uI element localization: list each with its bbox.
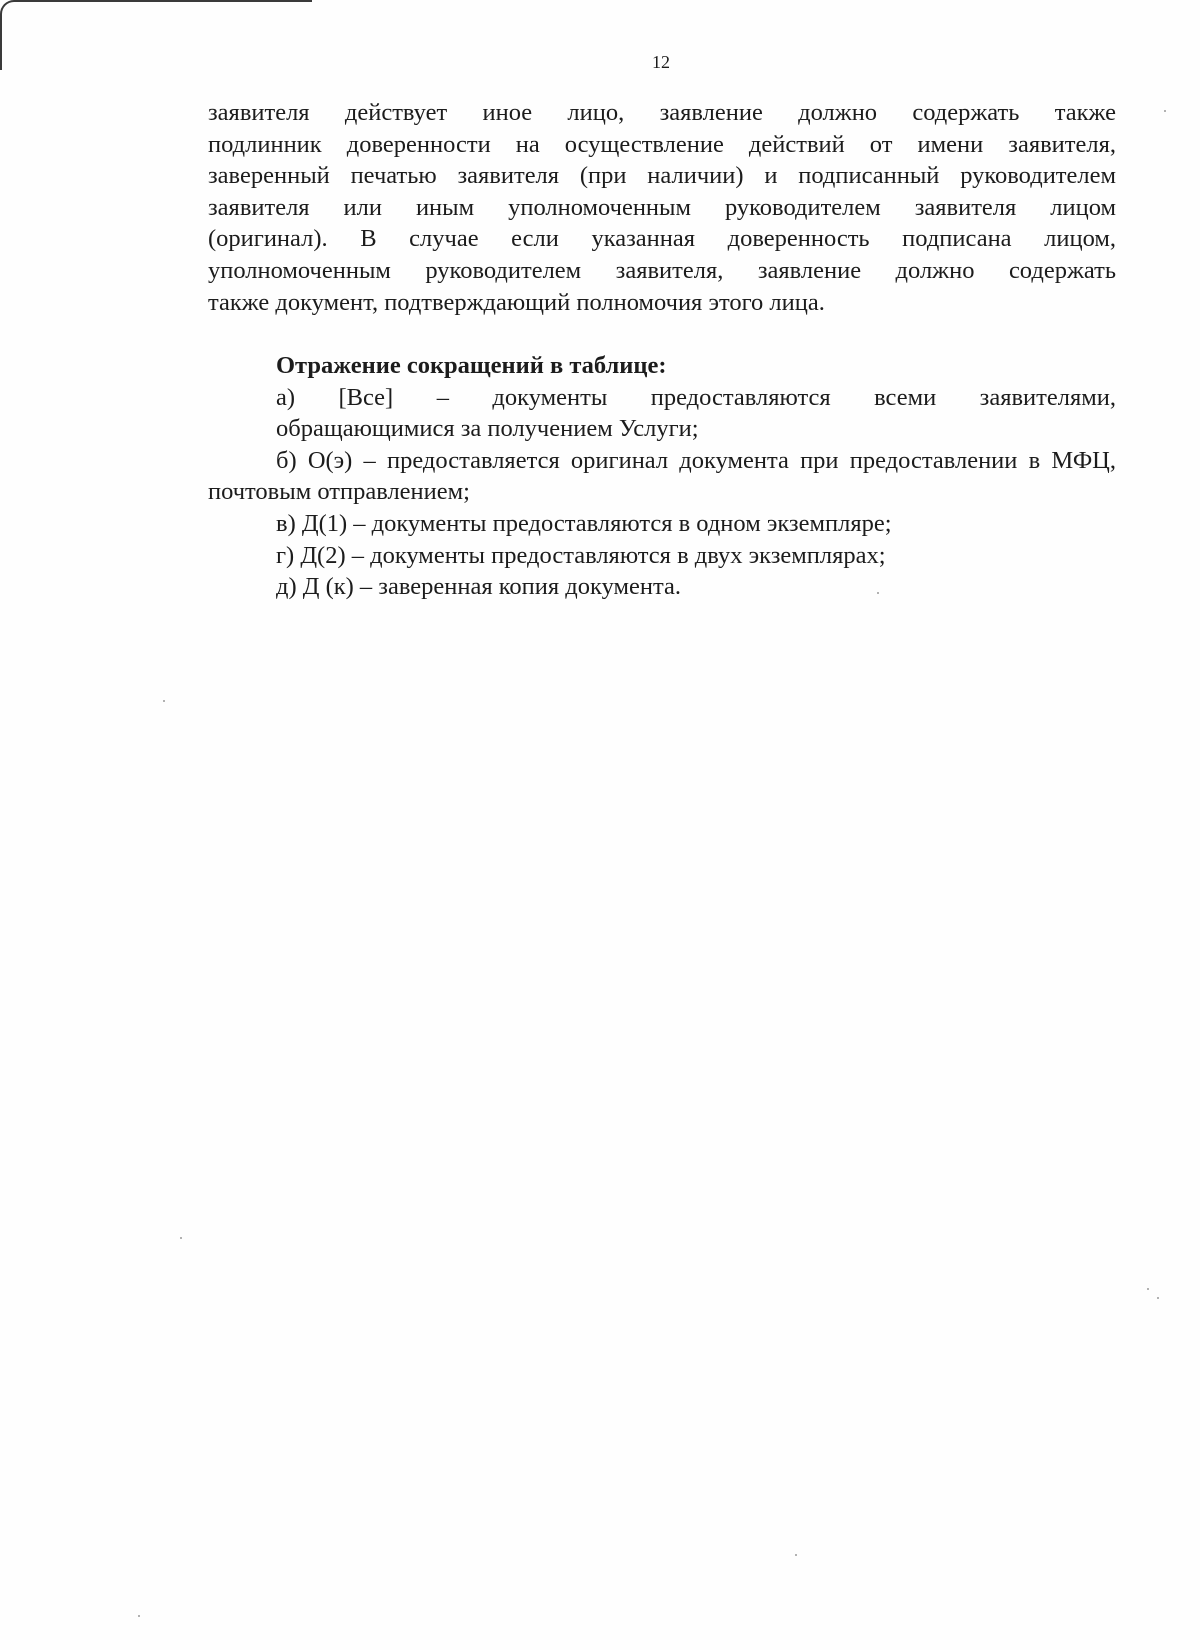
paragraph-line: уполномоченным руководителем заявителя, заявление должно содержать (208, 256, 1116, 284)
abbreviation-item-v: в) Д(1) – документы предоставляются в одном экземпляре; (276, 509, 892, 537)
scan-speck (877, 592, 879, 594)
abbreviations-heading: Отражение сокращений в таблице: (276, 352, 667, 379)
paragraph-line: (оригинал). В случае если указанная доверенность подписана лицом, (208, 225, 1116, 253)
abbreviation-item-b: б) О(э) – предоставляется оригинал документа при предоставлении в МФЦ, почтовым отправлением; (208, 446, 1116, 506)
paragraph-line: заявителя или иным уполномоченным руководителем заявителя лицом (208, 193, 1116, 221)
scan-speck (1164, 110, 1166, 112)
paragraph-line: заявителя действует иное лицо, заявление должно содержать также (208, 99, 1116, 126)
paragraph-line: подлинник доверенности на осуществление действий от имени заявителя, (208, 130, 1116, 158)
abbreviation-item-g: г) Д(2) – документы предоставляются в двух экземплярах; (276, 541, 886, 569)
abbreviations-section (208, 350, 1116, 603)
scan-speck (163, 700, 165, 702)
abbreviation-item-a-line1: а) [Все] – документы предоставляются всеми заявителями, (276, 383, 1116, 411)
scan-speck (1147, 1288, 1149, 1290)
scan-speck (138, 1615, 140, 1617)
paragraph-line: также документ, подтверждающий полномочия этого лица. (208, 288, 825, 316)
page-number: 12 (652, 52, 670, 72)
scan-speck (795, 1554, 797, 1556)
scan-speck (180, 1237, 182, 1239)
body-paragraph (208, 97, 1116, 318)
abbreviation-item-a-line2: обращающимися за получением Услуги; (276, 415, 699, 443)
scan-speck (1157, 1297, 1159, 1299)
abbreviation-item-d: д) Д (к) – заверенная копия документа. (276, 573, 681, 601)
paragraph-line: заверенный печатью заявителя (при наличии) и подписанный руководителем (208, 162, 1116, 190)
abbreviation-item-a (208, 382, 1116, 445)
